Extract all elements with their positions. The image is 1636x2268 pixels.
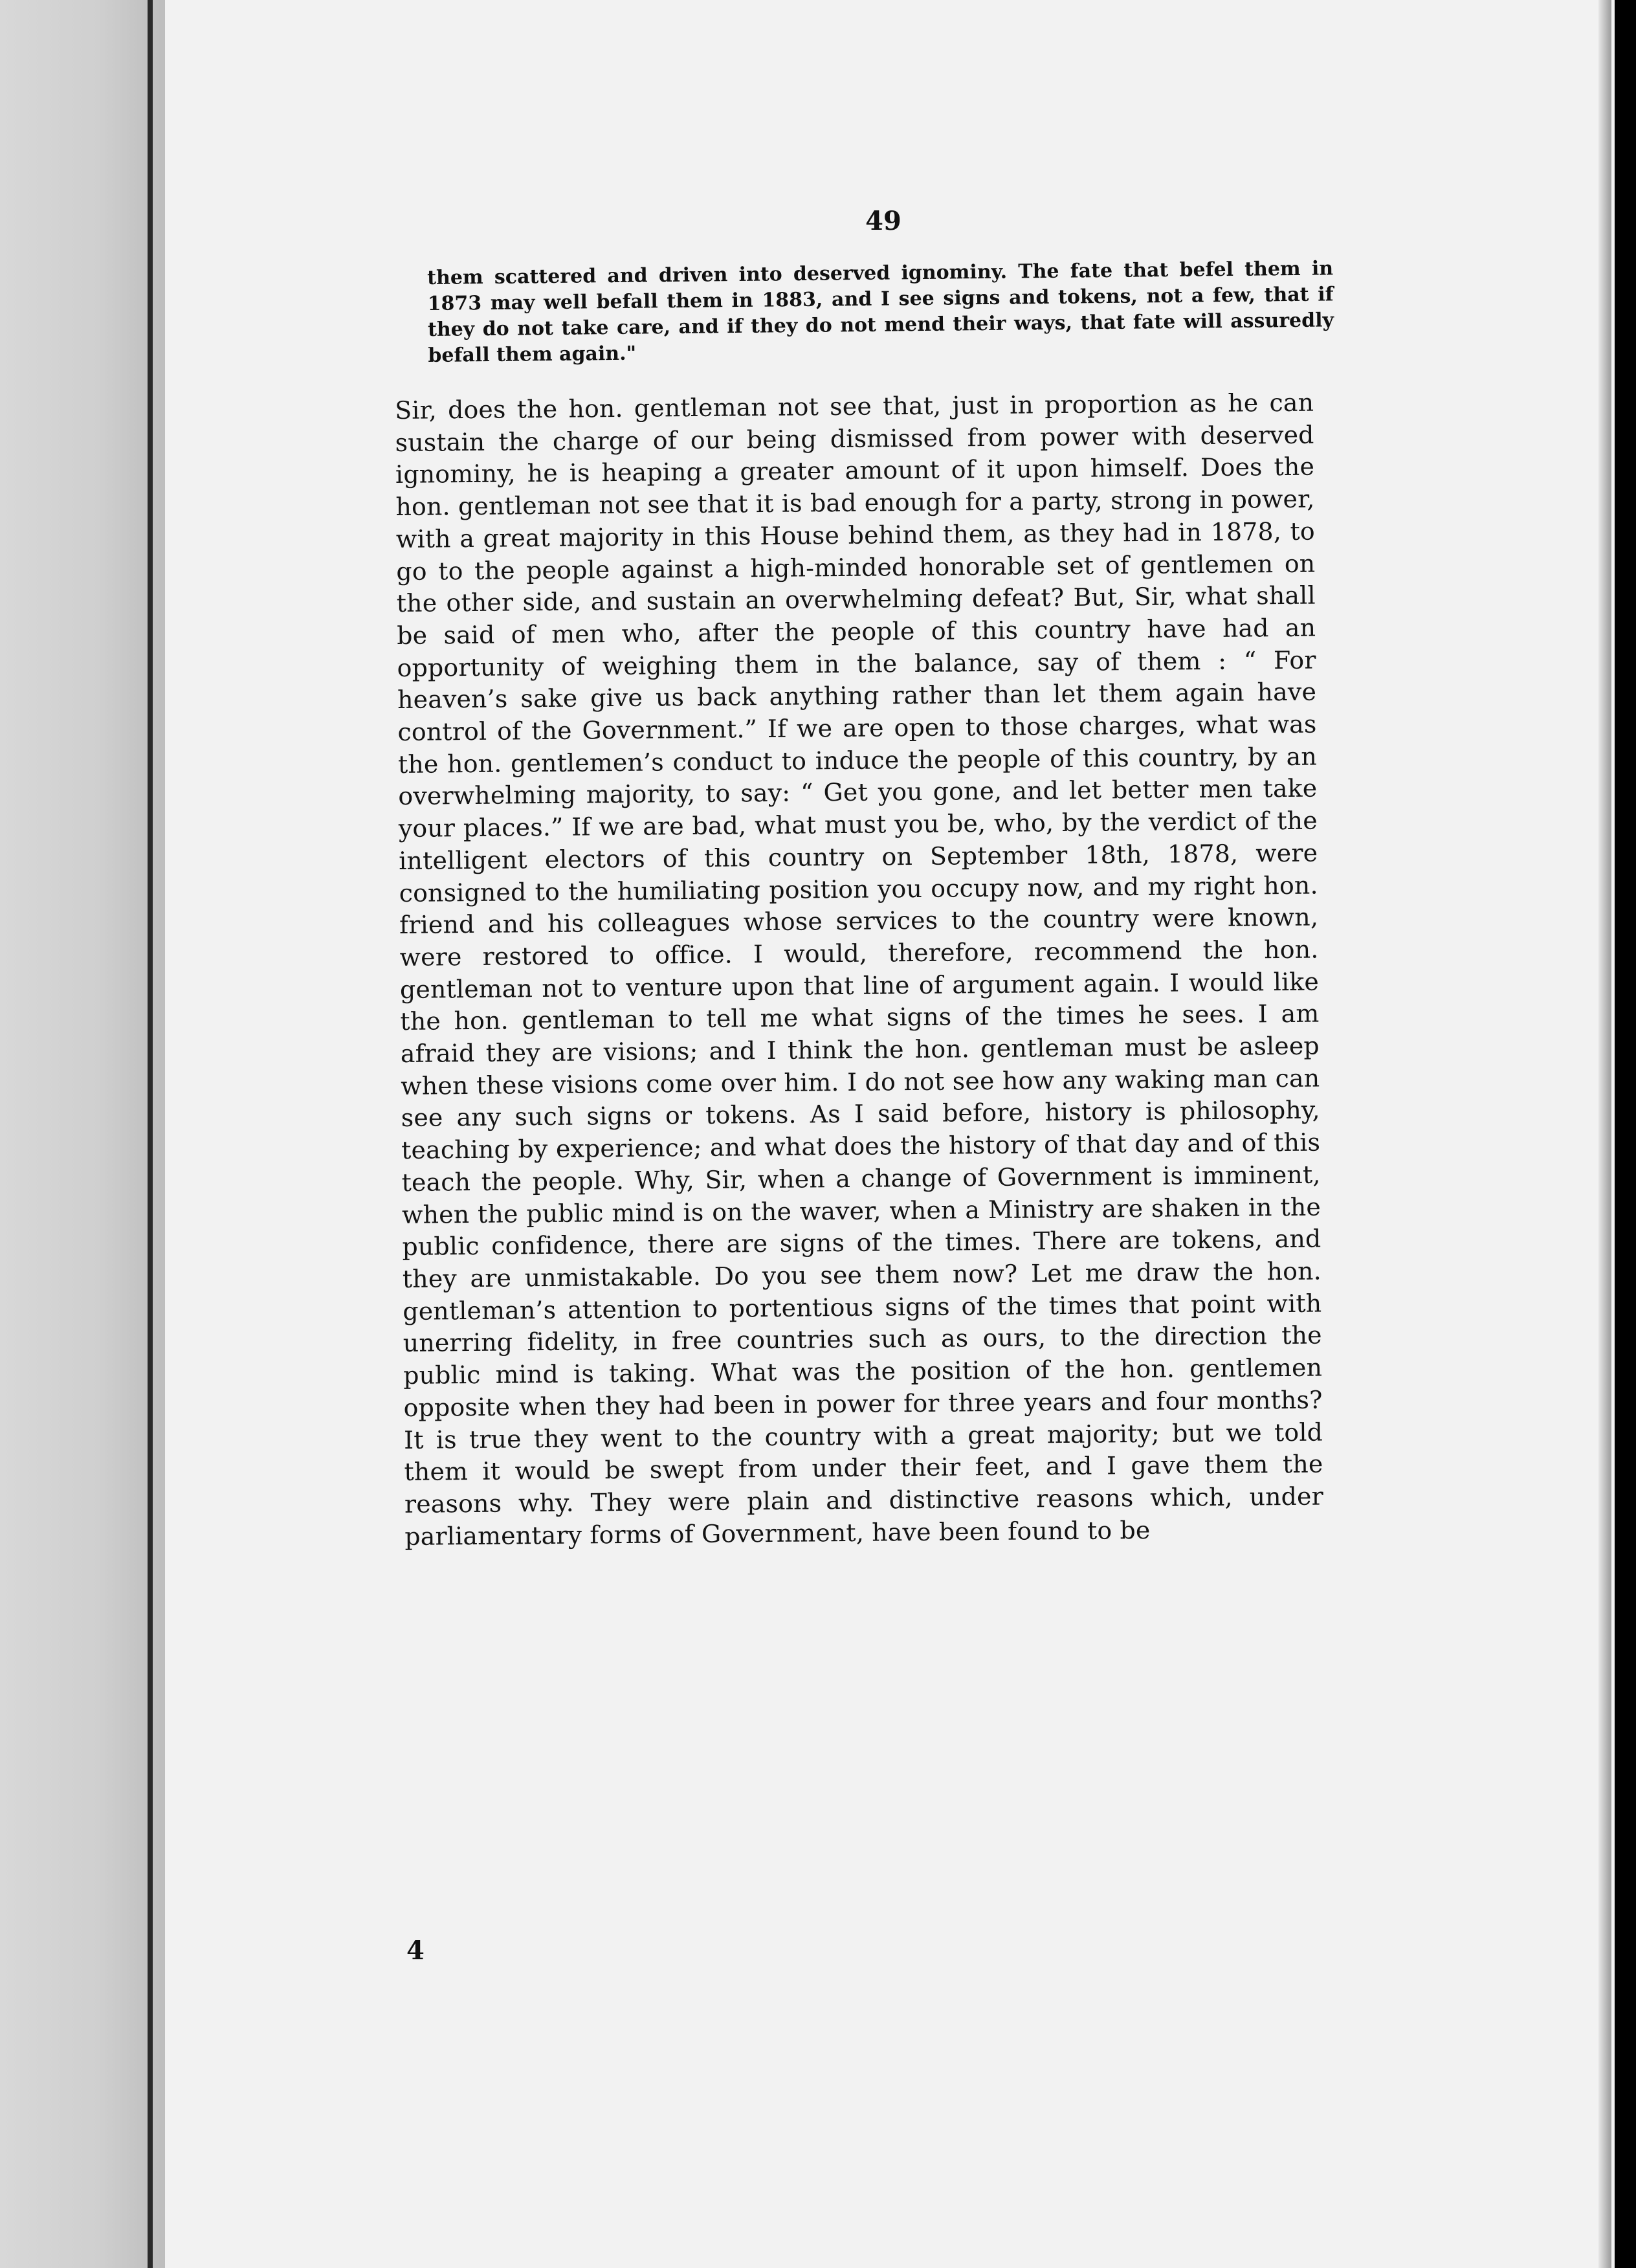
page-number: 49 (865, 206, 901, 236)
facing-page-edge (0, 0, 165, 2268)
body-paragraph: Sir, does the hon. gentleman not see that, just in proportion as he can sustain the charge of our being dismissed from power with deserved ignominy, he is heaping a greater amount of it upon himself. Does the hon. gentleman not see that it is bad enough for a party, strong in power, with a great majority in this House behind them, as they had in 1878, to go to the people against a high-minded honorable set of gentlemen on the other side, and sustain an overwhelming defeat? But, Sir, what shall be said of men who, after the people of this country have had an opportunity of weighing them in the balance, say of them : “ For heaven’s sake give us back anything rather than let them again have control of the Government.” If we are open to those charges, what was the hon. gentlemen’s conduct to induce the people of this country, by an overwhelming majority, to say: “ Get you gone, and let better men take your places.” If we are bad, what must you be, who, by the verdict of the intelligent electors of this country on September 18th, 1878, were consigned to the humiliating position you occupy now, and my right hon. friend and his colleagues whose services to the country were known, were restored to office. I would, therefore, recommend the hon. gentleman not to venture upon that line of argument again. I would like the hon. gentleman to tell me what signs of the times he sees. I am afraid they are visions; and I think the hon. gentleman must be asleep when these visions come over him. I do not see how any waking man can see any such signs or tokens. As I said before, history is philosophy, teaching by experience; and what does the history of that day and of this teach the people. Why, Sir, when a change of Government is imminent, when the public mind is on the waver, when a Ministry are shaken in the public confidence, there are signs of the times. There are tokens, and they are unmistakable. Do you see them now? Let me draw the hon. gentleman’s attention to portentious signs of the times that point with unerring fidelity, in free countries such as ours, to the direction the public mind is taking. What was the position of the hon. gentlemen opposite when they had been in power for three years and four months? It is true they went to the country with a great majority; but we told them it would be swept from under their feet, and I gave them the reasons why. They were plain and distinctive reasons which, under parliamentary forms of Government, have been found to be (395, 388, 1324, 1551)
quoted-passage: them scattered and driven into deserved ignominy. The fate that befel them in 1873 may well befall them in 1883, and I see signs and tokens, not a few, that if they do not take care, and if they do not mend their ways, that fate will assuredly befall them again." (427, 257, 1334, 367)
binding-shadow (148, 0, 153, 2268)
page-edge-shadow (1598, 0, 1611, 2268)
signature-mark: 4 (406, 1935, 425, 1966)
